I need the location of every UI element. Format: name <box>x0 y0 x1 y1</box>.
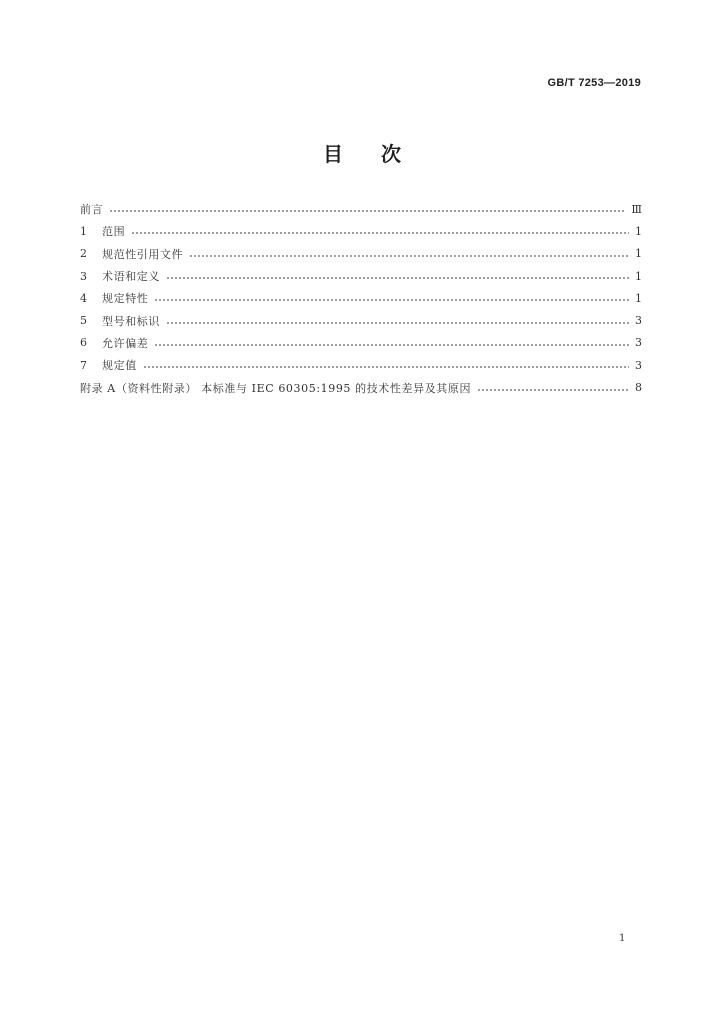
toc-leader <box>477 389 629 391</box>
toc-entry-page: Ⅲ <box>631 202 642 216</box>
toc-leader <box>154 344 629 346</box>
toc-leader <box>143 366 629 368</box>
toc-entry-page: 3 <box>635 336 642 350</box>
toc-entry-title: 前言 <box>80 203 104 217</box>
toc-entry <box>80 243 642 265</box>
toc-leader <box>189 255 629 257</box>
toc-leader <box>131 232 629 234</box>
toc-entry-foreword <box>80 198 642 220</box>
toc-entry-page: 3 <box>635 314 642 328</box>
toc-leader <box>166 322 629 324</box>
toc-entry-number: 7 <box>80 358 87 372</box>
page-title-second-char: 次 <box>381 142 401 166</box>
toc-entry-number: 6 <box>80 336 87 350</box>
toc-entry-number: 3 <box>80 269 87 283</box>
page-title <box>0 138 724 167</box>
toc-entry-page: 8 <box>635 381 642 395</box>
toc-entry-page: 1 <box>635 269 642 283</box>
toc-entry <box>80 309 642 331</box>
toc-entry-page: 1 <box>635 224 642 238</box>
toc-entry-number: 1 <box>80 224 87 238</box>
toc-entry-number: 2 <box>80 247 87 261</box>
toc-entry <box>80 332 642 354</box>
toc-entry-number: 5 <box>80 314 87 328</box>
toc-entry <box>80 354 642 376</box>
standard-code: GB/T 7253—2019 <box>547 77 641 89</box>
toc-entry-title: 附录 A（资料性附录） 本标准与 IEC 60305:1995 的技术性差异及其原因 <box>80 381 472 395</box>
toc-entry <box>80 265 642 287</box>
toc-entry-title: 范围 <box>102 225 126 239</box>
toc-entry-page: 1 <box>635 247 642 261</box>
toc-entry-title: 允许偏差 <box>102 336 149 350</box>
toc-leader <box>166 277 629 279</box>
toc-leader <box>109 210 625 212</box>
page-title-first-char: 目 <box>323 142 343 166</box>
toc-entry-title: 规范性引用文件 <box>102 247 184 261</box>
toc-entry-title: 型号和标识 <box>102 314 160 328</box>
toc-leader <box>154 299 629 301</box>
toc-entry <box>80 220 642 242</box>
toc-entry-appendix <box>80 376 642 398</box>
toc-entry-title: 规定特性 <box>102 292 149 306</box>
toc-entry-page: 3 <box>635 358 642 372</box>
toc-entry <box>80 287 642 309</box>
toc-entry-number: 4 <box>80 291 87 305</box>
page-number: 1 <box>619 933 626 944</box>
toc-entry-title: 规定值 <box>102 359 137 373</box>
toc-entry-title: 术语和定义 <box>102 270 160 284</box>
table-of-contents <box>80 198 642 399</box>
toc-entry-page: 1 <box>635 291 642 305</box>
